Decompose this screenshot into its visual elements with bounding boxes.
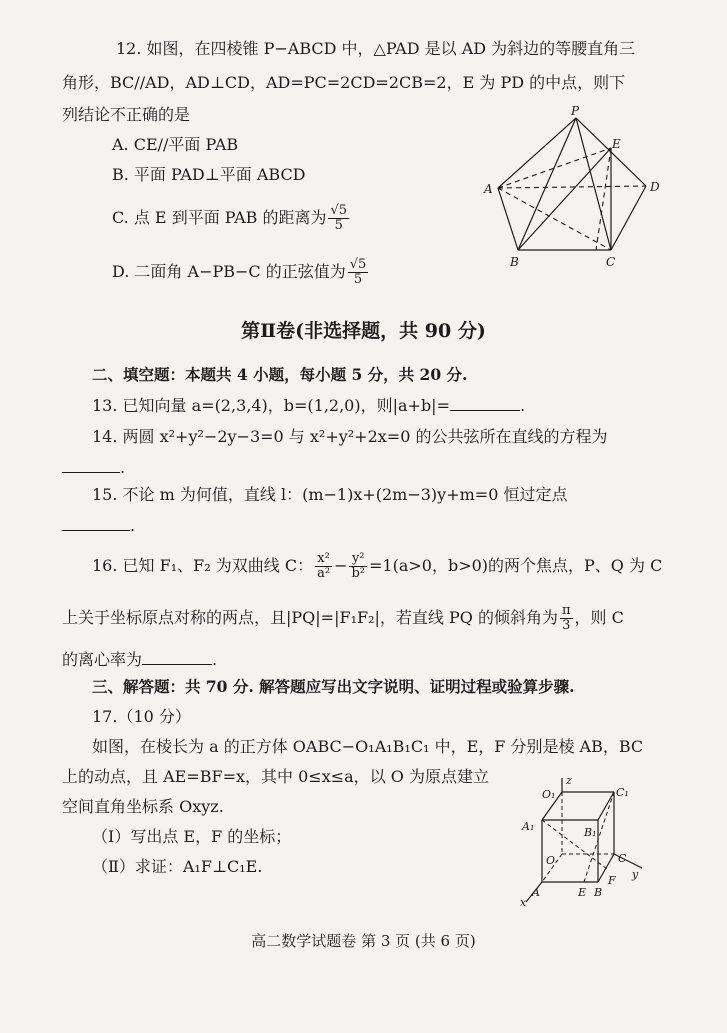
- cube-figure: [510, 772, 670, 908]
- label-f: F: [608, 874, 616, 887]
- q17-title: 17.（10 分）: [92, 707, 191, 726]
- q14-end: .: [120, 458, 126, 477]
- label-c1: C₁: [616, 786, 629, 799]
- label-a: A: [484, 182, 493, 196]
- q12-option-d-fraction: [348, 258, 369, 287]
- label-z: z: [566, 774, 572, 787]
- label-b: B: [594, 886, 603, 899]
- q16-blank: [142, 648, 212, 665]
- q13-end: .: [519, 396, 526, 415]
- label-x: x: [520, 896, 527, 908]
- q12-line2: 角形，BC//AD，AD⊥CD，AD=PC=2CD=2CB=2，E 为 PD 的中点，则下: [62, 73, 626, 92]
- q14-continuation: [62, 456, 125, 479]
- label-p: P: [571, 104, 580, 118]
- fraction-denominator: 5: [334, 218, 343, 233]
- q16-line3: [62, 648, 217, 671]
- q16-line3-text: 的离心率为: [62, 650, 143, 669]
- q16-suffix: =1(a>0，b>0)的两个焦点，P、Q 为 C: [369, 556, 663, 575]
- q17-part2: （Ⅱ）求证：A₁F⊥C₁E.: [92, 857, 263, 876]
- q15-continuation: [62, 514, 135, 537]
- q13-text: 13. 已知向量 a=(2,3,4)，b=(1,2,0)，则|a+b|=: [92, 396, 450, 415]
- section-title: 第Ⅱ卷(非选择题，共 90 分): [241, 320, 486, 342]
- label-c: C: [606, 255, 616, 269]
- label-o1: O₁: [542, 788, 556, 801]
- fraction-numerator: √5: [330, 203, 348, 218]
- q16-line2-suffix: ，则 C: [574, 608, 624, 627]
- q13: [92, 394, 525, 417]
- q16-fraction-angle: [560, 604, 573, 633]
- label-b: B: [510, 255, 519, 269]
- q17-part1: （Ⅰ）写出点 E，F 的坐标；: [92, 827, 292, 846]
- label-o: O: [546, 854, 556, 867]
- label-e: E: [612, 137, 621, 151]
- q12-option-d-text: D. 二面角 A−PB−C 的正弦值为: [112, 262, 346, 281]
- q15-blank: [62, 514, 130, 531]
- q16-fraction-y: [349, 552, 367, 581]
- q16-prefix: 16. 已知 F₁、F₂ 为双曲线 C：: [92, 556, 314, 575]
- page-footer: 高二数学试题卷 第 3 页 (共 6 页): [251, 932, 476, 950]
- q12-option-d: [112, 258, 370, 287]
- fraction-numerator: √5: [349, 257, 367, 272]
- q12-option-b: B. 平面 PAD⊥平面 ABCD: [112, 165, 306, 184]
- q17-line3: 空间直角坐标系 Oxyz.: [62, 797, 224, 816]
- fraction-denominator: b²: [351, 566, 365, 581]
- q12-line3: 列结论不正确的是: [62, 105, 191, 124]
- q15-end: .: [130, 516, 136, 535]
- label-y: y: [632, 868, 639, 881]
- fraction-numerator: π: [561, 603, 571, 618]
- q15-text: 15. 不论 m 为何值，直线 l：(m−1)x+(2m−3)y+m=0 恒过定点: [92, 485, 568, 504]
- q16-line1: [92, 552, 662, 581]
- q12-option-c-fraction: [328, 204, 349, 233]
- label-d: D: [650, 180, 660, 194]
- fraction-numerator: y²: [349, 552, 367, 567]
- q16-fraction-x: [315, 552, 332, 581]
- fraction-denominator: 3: [562, 618, 571, 633]
- q12-option-a: A. CE//平面 PAB: [112, 135, 239, 154]
- q16-line2-prefix: 上关于坐标原点对称的两点，且|PQ|=|F₁F₂|，若直线 PQ 的倾斜角为: [62, 608, 558, 627]
- q16-minus: −: [334, 556, 348, 575]
- q13-blank: [450, 394, 520, 411]
- q17-line2: 上的动点，且 AE=BF=x，其中 0≤x≤a，以 O 为原点建立: [62, 767, 489, 786]
- fill-header: 二、填空题：本题共 4 小题，每小题 5 分，共 20 分.: [92, 365, 468, 384]
- pyramid-figure: [478, 104, 678, 272]
- label-a1: A₁: [522, 820, 535, 833]
- fraction-denominator: a²: [317, 566, 331, 581]
- solve-header: 三、解答题：共 70 分. 解答题应写出文字说明、证明过程或验算步骤.: [92, 677, 575, 696]
- q14-blank: [62, 456, 120, 473]
- label-e: E: [578, 886, 587, 899]
- q16-end: .: [212, 650, 218, 669]
- q12-line1: 12. 如图，在四棱锥 P−ABCD 中，△PAD 是以 AD 为斜边的等腰直角三: [116, 39, 636, 58]
- q14-text: 14. 两圆 x²+y²−2y−3=0 与 x²+y²+2x=0 的公共弦所在直线的方程为: [92, 427, 608, 446]
- fraction-denominator: 5: [353, 272, 363, 287]
- q12-option-c: [112, 204, 351, 233]
- q16-line2: [62, 604, 624, 633]
- label-a: A: [532, 886, 540, 899]
- label-c: C: [618, 852, 627, 865]
- q17-line1: 如图，在棱长为 a 的正方体 OABC−O₁A₁B₁C₁ 中，E，F 分别是棱 AB，BC: [92, 737, 644, 756]
- q12-option-c-text: C. 点 E 到平面 PAB 的距离为: [112, 208, 327, 227]
- label-b1: B₁: [584, 826, 597, 839]
- fraction-numerator: x²: [315, 552, 332, 567]
